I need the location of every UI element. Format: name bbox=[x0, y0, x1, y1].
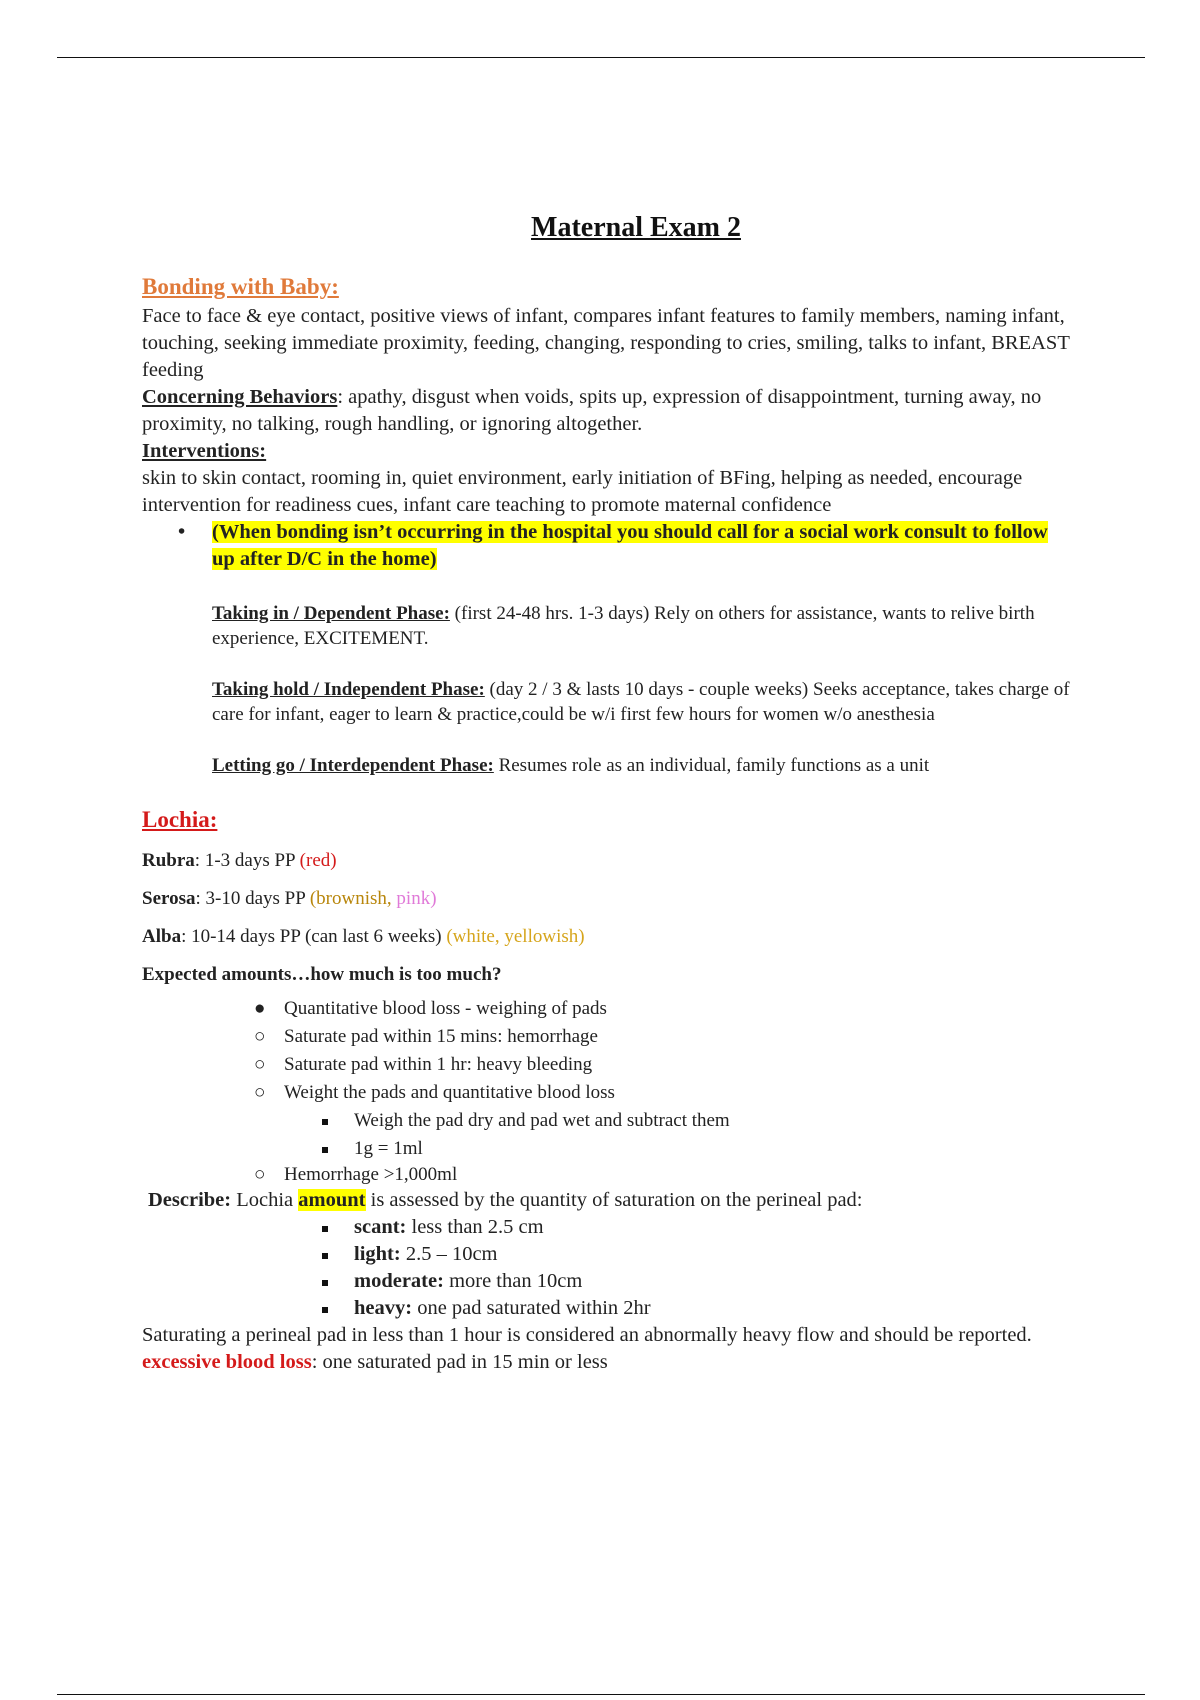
social-work-bullet bbox=[178, 519, 1072, 573]
interventions-text: skin to skin contact, rooming in, quiet environment, early initiation of BFing, helping as needed, encourage intervention for readiness cues, infant care teaching to promote maternal confidence bbox=[142, 467, 1023, 516]
lochia-alba: Alba: 10-14 days PP (can last 6 weeks) (white, yellowish) bbox=[142, 926, 585, 947]
square-bullet-icon bbox=[322, 1226, 328, 1232]
circle-bullet-icon: ○ bbox=[254, 1054, 266, 1075]
amount-item: heavy: one pad saturated within 2hr bbox=[354, 1295, 1072, 1322]
top-rule bbox=[57, 57, 1145, 58]
circle-bullet-icon: ○ bbox=[254, 1026, 266, 1047]
concerning-label: Concerning Behaviors bbox=[142, 386, 338, 408]
list-item: ○ Saturate pad within 15 mins: hemorrhage bbox=[284, 1023, 1072, 1051]
amount-item: moderate: more than 10cm bbox=[354, 1268, 1072, 1295]
list-item: ● Quantitative blood loss - weighing of pads bbox=[284, 995, 1072, 1023]
expected-amounts-heading: Expected amounts…how much is too much? bbox=[142, 964, 502, 985]
square-bullet-icon bbox=[322, 1119, 328, 1125]
bullet-icon: ● bbox=[254, 998, 266, 1019]
concerning-text: : apathy, disgust when voids, spits up, expression of disappointment, turning away, no proximity, no talking, rough handling, or ignoring altogether. bbox=[142, 386, 1042, 435]
bonding-intro: Face to face & eye contact, positive views of infant, compares infant features to family members, naming infant, touching, seeking immediate proximity, feeding, changing, responding to cries, smiling, talks to infant, BREAST feeding bbox=[142, 305, 1070, 381]
square-bullet-icon bbox=[322, 1280, 328, 1286]
bullet-icon: • bbox=[178, 521, 186, 543]
highlighted-note: (When bonding isn’t occurring in the hospital you should call for a social work consult to follow up after D/C in the home) bbox=[212, 521, 1048, 570]
lochia-heading: Lochia: bbox=[142, 807, 218, 832]
list-item: ○ Weight the pads and quantitative blood loss bbox=[284, 1079, 1072, 1107]
bonding-heading: Bonding with Baby: bbox=[142, 274, 339, 299]
page-title: Maternal Exam 2 bbox=[531, 212, 741, 243]
list-item: ○ Saturate pad within 1 hr: heavy bleeding bbox=[284, 1051, 1072, 1079]
phase-taking-hold: Taking hold / Independent Phase: (day 2 / 3 & lasts 10 days - couple weeks) Seeks acceptance, takes charge of care for infant, eager to learn & practice,could be w/i first few hours for women w/o anesthesia bbox=[212, 679, 1070, 725]
list-item: ○ Hemorrhage >1,000ml bbox=[254, 1164, 458, 1185]
circle-bullet-icon: ○ bbox=[254, 1082, 266, 1103]
square-bullet-icon bbox=[322, 1147, 328, 1153]
sub-list-item: 1g = 1ml bbox=[354, 1135, 1072, 1163]
lochia-rubra: Rubra: 1-3 days PP (red) bbox=[142, 850, 337, 871]
concerning-behaviors bbox=[142, 384, 1072, 438]
bottom-rule bbox=[57, 1694, 1145, 1695]
phase-taking-in: Taking in / Dependent Phase: (first 24-48 hrs. 1-3 days) Rely on others for assistance, wants to relive birth experience, EXCITEMENT. bbox=[212, 603, 1035, 649]
amount-item: scant: less than 2.5 cm bbox=[354, 1214, 1072, 1241]
document-body bbox=[142, 212, 1072, 1376]
interventions-label: Interventions: bbox=[142, 440, 267, 462]
phase-letting-go: Letting go / Interdependent Phase: Resumes role as an individual, family functions as a unit bbox=[212, 755, 930, 776]
sub-list-item: Weigh the pad dry and pad wet and subtract them bbox=[354, 1107, 1072, 1135]
square-bullet-icon bbox=[322, 1253, 328, 1259]
phases-list bbox=[212, 601, 1072, 778]
describe-line: Describe: Lochia amount is assessed by the quantity of saturation on the perineal pad: bbox=[148, 1189, 863, 1211]
circle-bullet-icon: ○ bbox=[254, 1164, 266, 1185]
closing-paragraph: Saturating a perineal pad in less than 1 hour is considered an abnormally heavy flow and should be reported. excessive blood loss: one saturated pad in 15 min or less bbox=[142, 1324, 1032, 1373]
amount-item: light: 2.5 – 10cm bbox=[354, 1241, 1072, 1268]
square-bullet-icon bbox=[322, 1307, 328, 1313]
lochia-serosa: Serosa: 3-10 days PP (brownish, pink) bbox=[142, 888, 437, 909]
